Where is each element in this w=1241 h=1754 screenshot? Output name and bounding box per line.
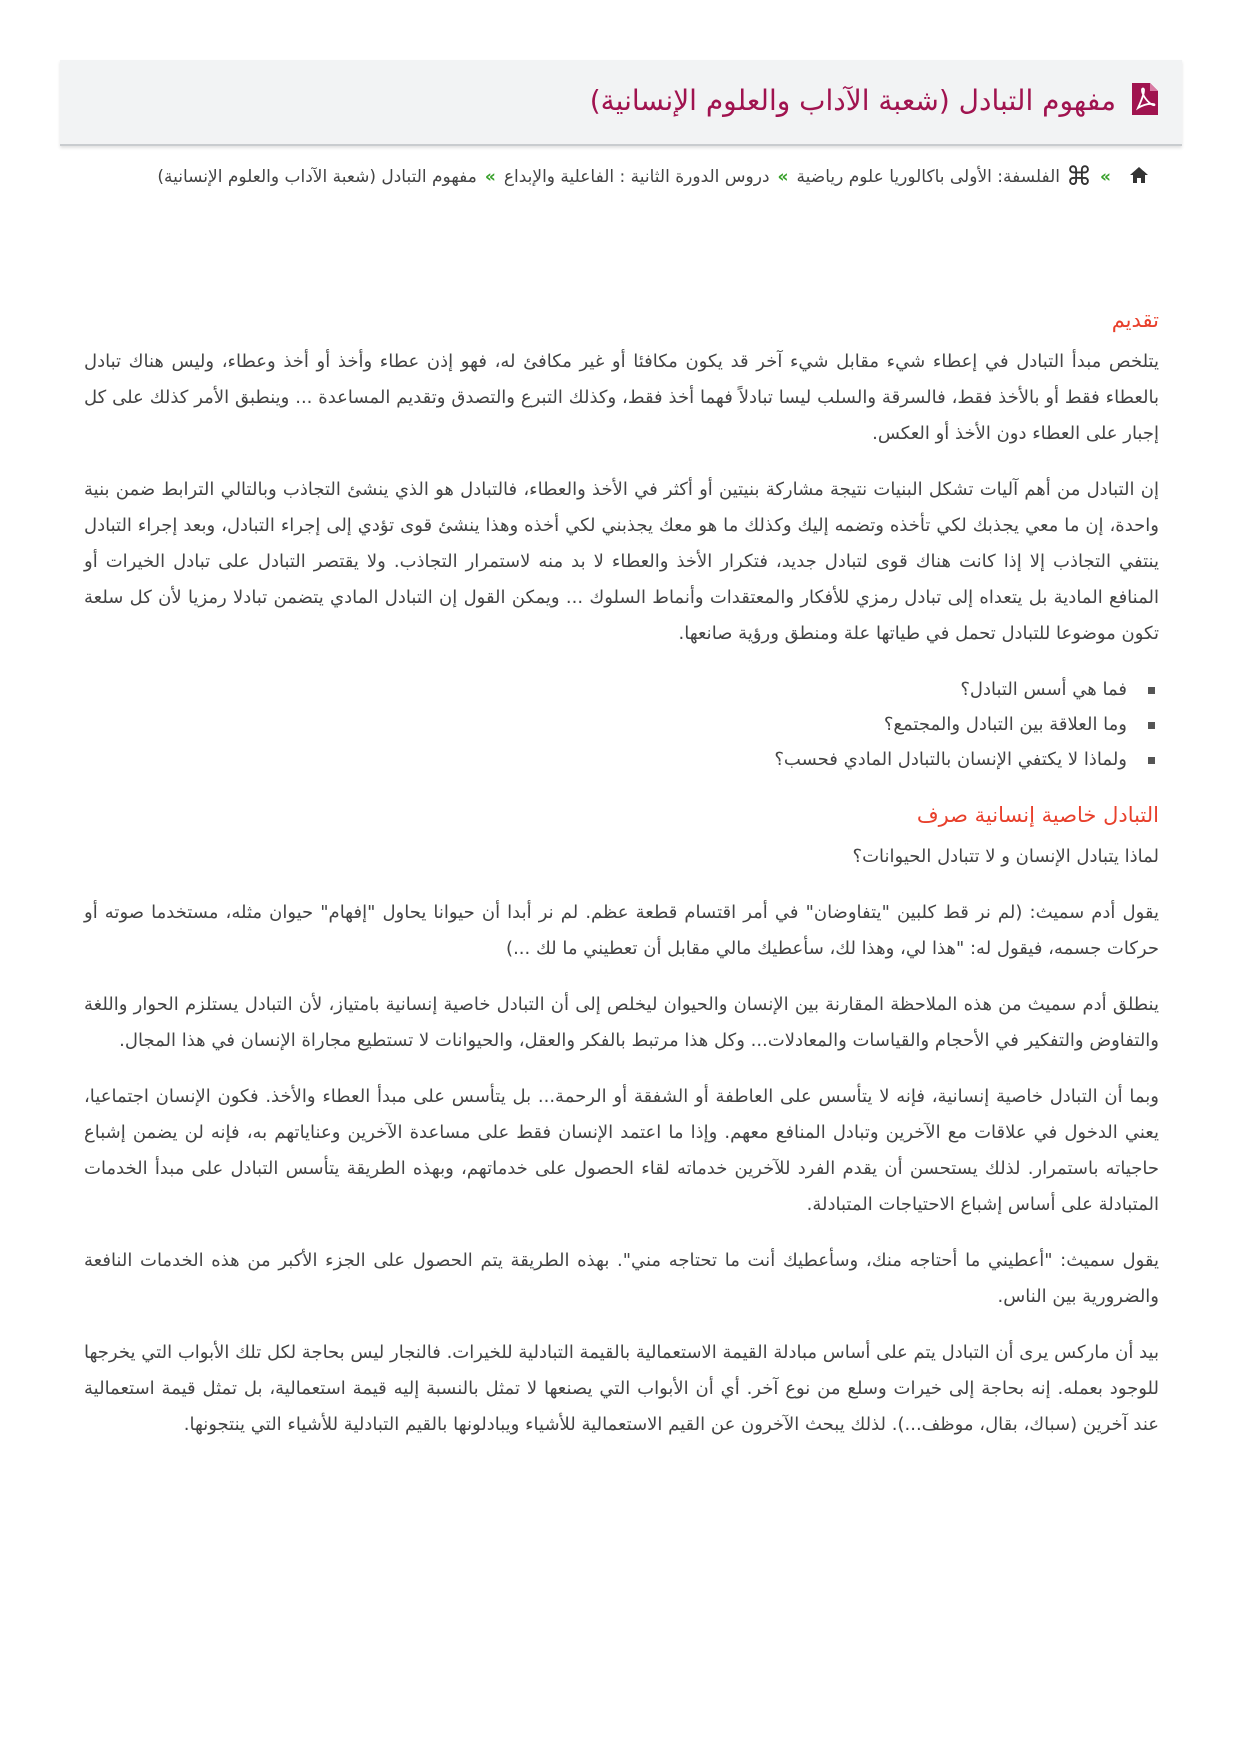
page-title: مفهوم التبادل (شعبة الآداب والعلوم الإنسانية) (589, 84, 1116, 117)
breadcrumb-separator: » (777, 167, 789, 187)
list-item (84, 672, 1159, 707)
bullet-icon (1148, 722, 1155, 729)
breadcrumb-separator: » (484, 167, 496, 187)
breadcrumb-separator: » (1100, 167, 1111, 187)
paragraph: إن التبادل من أهم آليات تشكل البنيات نتيجة مشاركة بنيتين أو أكثر في الأخذ والعطاء، فالتبادل هو الذي ينشئ التجاذب وبالتالي الترابط ضمن بنية واحدة، إن ما معي يجذبك لكي تأخذه وتضمه إليك وكذلك ما هو معك يجذبني لكي أخذه وهذا ينشئ قوى تؤدي إلى إجراء التبادل، وبعد إجراء التبادل ينتفي التجاذب إلا إذا كانت هناك قوى لتبادل جديد، فتكرار الأخذ والعطاء لا بد منه لاستمرار التجاذب. ولا يقتصر التبادل على تبادل الخيرات أو المنافع المادية بل يتعداه إلى تبادل رمزي للأفكار والمعتقدات وأنماط السلوك ... ويمكن القول إن التبادل المادي يتضمن تبادلا رمزيا لأن كل سلعة تكون موضوعا للتبادل تحمل في طياتها علة ومنطق ورؤية صانعها. (84, 479, 1159, 644)
paragraph: يتلخص مبدأ التبادل في إعطاء شيء مقابل شيء آخر قد يكون مكافئا أو غير مكافئ له، فهو إذن عطاء وأخذ أو أخذ وعطاء، وليس هناك تبادل بالعطاء فقط أو بالأخذ فقط، فالسرقة والسلب ليسا تبادلاً فهما أخذ فقط، وكذلك التبرع والتصدق وتقديم المساعدة ... وينطبق الأمر كذلك على كل إجبار على العطاء دون الأخذ أو العكس. (84, 351, 1159, 444)
paragraph: لماذا يتبادل الإنسان و لا تتبادل الحيوانات؟ (852, 846, 1159, 867)
home-icon[interactable] (1129, 162, 1149, 180)
bullet-icon (1148, 757, 1155, 764)
breadcrumb (99, 160, 1149, 194)
paragraph: ينطلق أدم سميث من هذه الملاحظة المقارنة بين الإنسان والحيوان ليخلص إلى أن التبادل خاصية إنسانية بامتياز، لأن التبادل يستلزم الحوار واللغة والتفاوض والتفكير في الأحجام والقياسات والمعادلات... وكل هذا مرتبط بالفكر والعقل، والحيوانات لا تستطيع مجاراة الإنسان في هذا المجال. (84, 994, 1159, 1051)
questions-list (84, 672, 1159, 777)
list-item (84, 707, 1159, 742)
section-heading-exchange: التبادل خاصية إنسانية صرف (916, 803, 1159, 827)
section-heading-intro: تقديم (1111, 308, 1159, 332)
breadcrumb-item-current: مفهوم التبادل (شعبة الآداب والعلوم الإنسانية) (157, 167, 477, 187)
question-text: وما العلاقة بين التبادل والمجتمع؟ (883, 714, 1127, 735)
paragraph: يقول أدم سميث: (لم نر قط كلبين "يتفاوضان" في أمر اقتسام قطعة عظم. لم نر أبدا أن حيوانا يحاول "إفهام" حيوان مثله، مستخدما صوته أو حركات جسمه، فيقول له: "هذا لي، وهذا لك، سأعطيك مالي مقابل أن تعطيني ما لك ...) (84, 902, 1159, 959)
question-text: فما هي أسس التبادل؟ (960, 679, 1127, 700)
paragraph: وبما أن التبادل خاصية إنسانية، فإنه لا يتأسس على العاطفة أو الشفقة أو الرحمة... بل يتأسس على مبدأ العطاء والأخذ. فكون الإنسان اجتماعيا، يعني الدخول في علاقات مع الآخرين وتبادل المنافع معهم. وإذا ما اعتمد الإنسان فقط على مساعدة الآخرين وعناياتهم به، فإنه لن يضمن إشباع حاجياته باستمرار. لذلك يستحسن أن يقدم الفرد للآخرين خدماته لقاء الحصول على خدماتهم، وبهذه الطريقة يتأسس التبادل على مبدأ الخدمات المتبادلة على أساس إشباع الاحتياجات المتبادلة. (84, 1086, 1159, 1215)
bullet-icon (1148, 687, 1155, 694)
pdf-icon[interactable] (1130, 81, 1160, 117)
command-icon: ⌘ (1066, 162, 1093, 192)
title-bar (60, 60, 1182, 146)
paragraph: يقول سميث: "أعطيني ما أحتاجه منك، وسأعطيك أنت ما تحتاجه مني". بهذه الطريقة يتم الحصول على الجزء الأكبر من هذه الخدمات النافعة والضرورية بين الناس. (84, 1250, 1159, 1307)
list-item (84, 742, 1159, 777)
breadcrumb-item-unit[interactable]: دروس الدورة الثانية : الفاعلية والإبداع (503, 167, 770, 187)
paragraph: بيد أن ماركس يرى أن التبادل يتم على أساس مبادلة القيمة الاستعمالية بالقيمة التبادلية للخيرات. فالنجار ليس بحاجة لكل تلك الأبواب التي يخرجها للوجود بعمله. إنه بحاجة إلى خيرات وسلع من نوع آخر. أي أن الأبواب التي يصنعها لا تمثل بالنسبة إليه قيمة استعمالية، بل تمثل قيمة استعمالية عند آخرين (سباك، بقال، موظف...). لذلك يبحث الآخرون عن القيم الاستعمالية للأشياء ويبادلونها بالقيم التبادلية للأشياء التي ينتجونها. (84, 1342, 1159, 1435)
breadcrumb-item-course[interactable]: الفلسفة: الأولى باكالوريا علوم رياضية (796, 167, 1061, 187)
question-text: ولماذا لا يكتفي الإنسان بالتبادل المادي فحسب؟ (774, 749, 1127, 770)
article-content (84, 302, 1159, 1463)
